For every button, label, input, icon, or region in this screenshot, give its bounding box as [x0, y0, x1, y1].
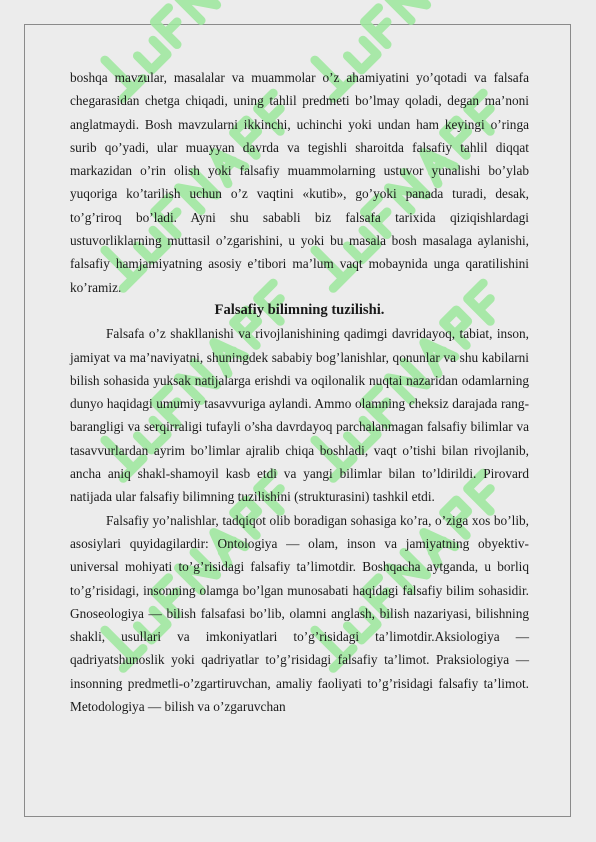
paragraph-philosophical-directions: Falsafiy yo’nalishlar, tadqiqot olib boradigan sohasiga ko’ra, o’ziga xos bo’lib, asosiylari quyidagilardir: Ontologiya — olam, inson va jamiyatning obyektiv-universal mohiyati to’g’risidagi falsafiy ta’limotdir. Boshqacha aytganda, u borliq to’g’risidagi, insonning olamga bo’lgan munosabati haqidagi falsafiy bilim sohasidir. Gnoseologiya — bilish falsafasi bo’lib, olamni anglash, bilish nazariyasi, bilishning shakli, usullari va imkoniyatlari to’g’risidagi ta’limotdir.Aksiologiya — qadriyatshunoslik yoki qadriyatlar to’g’risidagi falsafiy ta’limot. Praksiologiya — insonning predmetli-o’zgartiruvchan, amaliy faoliyati to’g’risidagi falsafiy ta’limot. Metodologiya — bilish va o’zgaruvchan: [70, 512, 529, 715]
document-body: [70, 66, 529, 718]
paragraph-falsafa-history: Falsafa o’z shakllanishi va rivojlanishining qadimgi davridayoq, tabiat, inson, jamiyat va ma’naviyatni, shuningdek sababiy bog’lanishlar, qonunlar va shu kabilarni bilish sohasida yuksak natijalarga erishdi va oqilonalik nuqtai nazaridan odamlarning dunyo haqidagi umumiy tasavvuriga aylandi. Ammo olamning cheksiz darajada rang-barangligi va serqirraligi tufayli o’sha davrdayoq parchalanmagan falsafiy bilimlar va tasavvurlardan ayrim bo’limlar ajralib chiqa boshladi, vaqt o’tishi bilan rivojlanib, ancha aniq shakl-shamoyil kasb etdi va yangi bilimlar bilan to’ldirildi. Pirovard natijada ular falsafiy bilimning tuzilishini (strukturasini) tashkil etdi.: [70, 326, 529, 505]
paragraph-continuation: boshqa mavzular, masalalar va muammolar o’z ahamiyatini yo’qotadi va falsafa chegarasidan chetga chiqadi, uning tahlil predmeti bo’lmay qoladi, degan ma’noni anglatmaydi. Bosh mavzularni ikkinchi, uchinchi yoki undan ham keyingi o’ringa surib qo’yadi, ular muayyan davrda va tegishli sharoitda falsafiy tahlil diqqat markazidan o’rin olish yoki falsafiy muammolarning ustuvor yunalishi bo’ylab yuqoriga ko’tarilish uchun o’z vaqtini «kutib», go’yoki panada turadi, desak, to’g’riroq bo’ladi. Ayni shu sababli biz falsafa tarixida qiziqishlardagi ustuvorliklarning muttasil o’zgarishini, u yoki bu masala bosh masalaga aylanishi, falsafiy hamjamiyatning asosiy e’tibori ma’lum vaqt mobaynida unga qaratilishini ko’ramiz.: [70, 70, 529, 295]
watermark-stroke: [178, 0, 216, 21]
watermark-stroke: [388, 0, 426, 21]
section-heading: Falsafiy bilimning tuzilishi.: [214, 301, 385, 318]
